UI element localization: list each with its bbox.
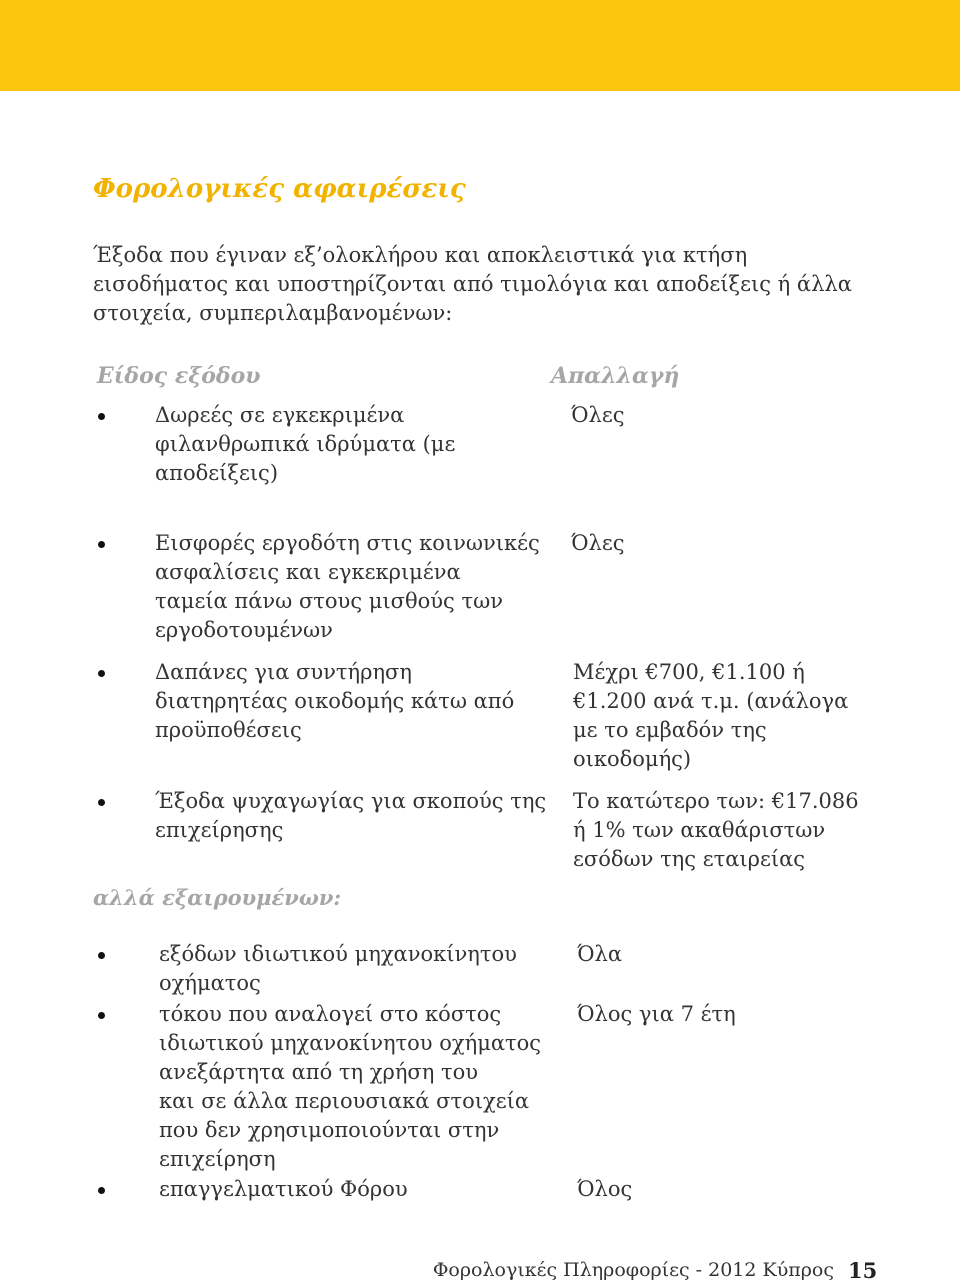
exclusion-line: ιδιωτικού μηχανοκίνητου οχήματος xyxy=(159,1031,542,1055)
expense-line: ταμεία πάνω στους μισθούς των xyxy=(155,589,503,613)
column-heading-expense-type: Είδος εξόδου xyxy=(97,363,261,389)
exclusion-value xyxy=(577,940,622,969)
exclusion-line: και σε άλλα περιουσιακά στοιχεία xyxy=(159,1089,530,1113)
intro-line: στοιχεία, συμπεριλαμβανομένων: xyxy=(93,301,453,325)
exemption-value xyxy=(571,401,625,430)
page-number: 15 xyxy=(848,1258,878,1283)
expense-line: επιχείρησης xyxy=(155,818,284,842)
expense-item xyxy=(155,529,540,645)
expense-line: φιλανθρωπικά ιδρύματα (με xyxy=(155,432,456,456)
exclusion-value-line: Όλος για 7 έτη xyxy=(577,1002,736,1026)
exclusion-value-line: Όλος xyxy=(577,1177,633,1201)
expense-line: Δωρεές σε εγκεκριμένα xyxy=(155,403,405,427)
exclusion-value xyxy=(577,1175,632,1204)
exemption-line: Όλες xyxy=(571,531,625,555)
intro-line: εισοδήματος και υποστηρίζονται από τιμολόγια και αποδείξεις ή άλλα xyxy=(93,272,852,296)
bullet-icon xyxy=(98,541,105,548)
exclusion-line: εξόδων ιδιωτικού μηχανοκίνητου xyxy=(159,942,517,966)
exclusion-line: τόκου που αναλογεί στο κόστος xyxy=(159,1002,502,1026)
intro-line: Έξοδα που έγιναν εξ’ολοκλήρου και αποκλειστικά για κτήση xyxy=(93,243,748,267)
bullet-icon xyxy=(98,952,105,959)
exemption-line: εσόδων της εταιρείας xyxy=(573,847,806,871)
exemption-line: με το εμβαδόν της xyxy=(573,718,767,742)
footer-title: Φορολογικές Πληροφορίες - 2012 Κύπρος xyxy=(432,1259,834,1281)
exemption-line: οικοδομής) xyxy=(573,747,692,771)
expense-item xyxy=(155,401,455,488)
exemption-line: €1.200 ανά τ.μ. (ανάλογα xyxy=(573,689,849,713)
expense-line: Δαπάνες για συντήρηση xyxy=(155,660,412,684)
column-heading-exemption: Απαλλαγή xyxy=(551,363,680,389)
exclusion-value xyxy=(577,1000,736,1029)
exemption-line: ή 1% των ακαθάριστων xyxy=(573,818,826,842)
exclusion-line: επαγγελματικού Φόρου xyxy=(159,1177,408,1201)
expense-line: Έξοδα ψυχαγωγίας για σκοπούς της xyxy=(155,789,547,813)
exclusion-value-line: Όλα xyxy=(577,942,623,966)
expense-line: διατηρητέας οικοδομής κάτω από xyxy=(155,689,515,713)
section-heading: Φορολογικές αφαιρέσεις xyxy=(93,174,466,204)
exemption-value xyxy=(571,529,625,558)
expense-item xyxy=(155,787,546,845)
bullet-icon xyxy=(98,670,105,677)
bullet-icon xyxy=(98,1187,105,1194)
excluding-heading: αλλά εξαιρουμένων: xyxy=(93,885,342,910)
exemption-value xyxy=(573,658,848,774)
expense-line: προϋποθέσεις xyxy=(155,718,302,742)
expense-line: αποδείξεις) xyxy=(155,461,279,485)
exemption-line: Όλες xyxy=(571,403,625,427)
exclusion-line: οχήματος xyxy=(159,971,261,995)
exclusion-line: ανεξάρτητα από τη χρήση του xyxy=(159,1060,479,1084)
bullet-icon xyxy=(98,413,105,420)
exemption-line: Μέχρι €700, €1.100 ή xyxy=(573,660,805,684)
expense-line: Εισφορές εργοδότη στις κοινωνικές xyxy=(155,531,540,555)
expense-item xyxy=(155,658,514,745)
exclusion-line: που δεν χρησιμοποιούνται στην xyxy=(159,1118,500,1142)
intro-paragraph xyxy=(93,241,883,328)
exclusion-item xyxy=(159,1000,541,1174)
exclusion-item xyxy=(159,940,517,998)
top-color-band xyxy=(0,0,960,91)
exemption-line: Το κατώτερο των: €17.086 xyxy=(573,789,859,813)
exclusion-line: επιχείρηση xyxy=(159,1147,276,1171)
expense-line: ασφαλίσεις και εγκεκριμένα xyxy=(155,560,461,584)
exclusion-item xyxy=(159,1175,408,1204)
expense-line: εργοδοτουμένων xyxy=(155,618,333,642)
bullet-icon xyxy=(98,1012,105,1019)
exemption-value xyxy=(573,787,859,874)
bullet-icon xyxy=(98,799,105,806)
